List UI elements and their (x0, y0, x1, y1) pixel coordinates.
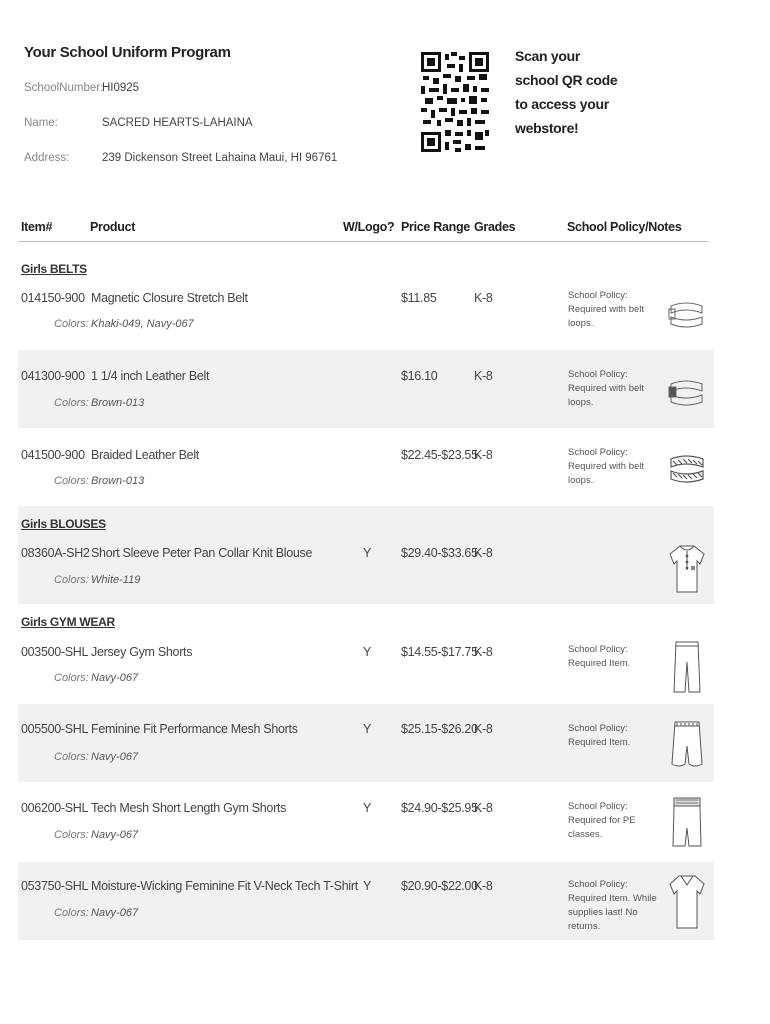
colors-label: Colors: (54, 397, 89, 409)
column-header-logo: W/Logo? (343, 220, 395, 234)
qr-line-3: to access your (515, 96, 609, 112)
belt-icon (668, 364, 706, 422)
item-number: 006200-SHL (21, 801, 89, 815)
policy-note: School Policy: Required Item. (568, 723, 631, 748)
colors-label: Colors: (54, 574, 89, 586)
colors-label: Colors: (54, 672, 89, 684)
gym-shorts-icon (668, 794, 706, 852)
grades: K-8 (474, 448, 493, 462)
colors-label: Colors: (54, 907, 89, 919)
qr-instructions (515, 44, 635, 140)
grades: K-8 (474, 801, 493, 815)
shorts-icon (668, 638, 706, 696)
price-range: $24.90-$25.95 (401, 801, 478, 815)
braided-belt-icon (668, 441, 706, 499)
colors-value: Navy-067 (91, 751, 139, 763)
qr-line-2: school QR code (515, 72, 618, 88)
price-range: $20.90-$22.00 (401, 879, 478, 893)
school-number-label: SchoolNumber: (24, 82, 104, 94)
name-value: SACRED HEARTS-LAHAINA (102, 117, 253, 129)
product-name[interactable]: Short Sleeve Peter Pan Collar Knit Blouse (91, 546, 313, 560)
column-header-notes: School Policy/Notes (567, 220, 682, 234)
logo-flag: Y (363, 722, 372, 736)
qr-line-1: Scan your (515, 48, 580, 64)
item-number: 014150-900 (21, 291, 85, 305)
policy-note: School Policy: Required Item. (568, 644, 631, 669)
product-name[interactable]: Moisture-Wicking Feminine Fit V-Neck Tech T-Shirt (91, 879, 358, 893)
item-number: 08360A-SH2 (21, 546, 90, 560)
mesh-shorts-icon (668, 716, 706, 774)
item-number: 003500-SHL (21, 645, 89, 659)
grades: K-8 (474, 546, 493, 560)
colors-value: Brown-013 (91, 475, 145, 487)
header-divider (18, 241, 708, 242)
price-range: $29.40-$33.65 (401, 546, 478, 560)
column-header-item: Item# (21, 220, 53, 234)
column-header-product: Product (90, 220, 136, 234)
policy-note: School Policy: Required with belt loops. (568, 447, 645, 486)
price-range: $11.85 (401, 291, 437, 305)
price-range: $14.55-$17.75 (401, 645, 478, 659)
grades: K-8 (474, 879, 493, 893)
product-name[interactable]: Braided Leather Belt (91, 448, 199, 462)
logo-flag: Y (363, 546, 372, 560)
logo-flag: Y (363, 645, 372, 659)
section-title-belts: Girls BELTS (21, 262, 87, 276)
product-name[interactable]: 1 1/4 inch Leather Belt (91, 369, 210, 383)
item-number: 005500-SHL (21, 722, 89, 736)
colors-value: Khaki-049, Navy-067 (91, 318, 194, 330)
belt-icon (668, 286, 706, 344)
school-number-value: HI0925 (102, 82, 140, 94)
section-title-gym-wear: Girls GYM WEAR (21, 615, 115, 629)
colors-label: Colors: (54, 318, 89, 330)
product-name[interactable]: Magnetic Closure Stretch Belt (91, 291, 248, 305)
logo-flag: Y (363, 801, 372, 815)
colors-value: Navy-067 (91, 907, 139, 919)
policy-note: School Policy: Required with belt loops. (568, 290, 645, 329)
logo-flag: Y (363, 879, 372, 893)
price-range: $16.10 (401, 369, 438, 383)
colors-value: Navy-067 (91, 672, 139, 684)
qr-code-icon[interactable] (421, 52, 489, 156)
qr-line-4: webstore! (515, 120, 579, 136)
colors-value: Brown-013 (91, 397, 145, 409)
program-title: Your School Uniform Program (24, 44, 231, 61)
product-name[interactable]: Tech Mesh Short Length Gym Shorts (91, 801, 287, 815)
policy-note: School Policy: Required for PE classes. (568, 801, 636, 840)
colors-value: Navy-067 (91, 829, 139, 841)
product-name[interactable]: Feminine Fit Performance Mesh Shorts (91, 722, 298, 736)
policy-note: School Policy: Required Item. While supplies last! No returns. (568, 879, 657, 932)
address-value: 239 Dickenson Street Lahaina Maui, HI 96761 (102, 152, 338, 164)
price-range: $22.45-$23.55 (401, 448, 478, 462)
colors-label: Colors: (54, 751, 89, 763)
name-label: Name: (24, 117, 58, 129)
policy-note: School Policy: Required with belt loops. (568, 369, 645, 408)
column-header-price: Price Range (401, 220, 470, 234)
blouse-icon (668, 540, 706, 598)
product-name[interactable]: Jersey Gym Shorts (91, 645, 193, 659)
tshirt-icon (668, 872, 706, 930)
colors-label: Colors: (54, 475, 89, 487)
grades: K-8 (474, 645, 493, 659)
price-range: $25.15-$26.20 (401, 722, 478, 736)
item-number: 041500-900 (21, 448, 85, 462)
grades: K-8 (474, 369, 493, 383)
colors-label: Colors: (54, 829, 89, 841)
colors-value: White-119 (91, 574, 141, 586)
grades: K-8 (474, 722, 493, 736)
address-label: Address: (24, 152, 70, 164)
column-header-grades: Grades (474, 220, 516, 234)
item-number: 041300-900 (21, 369, 85, 383)
section-title-blouses: Girls BLOUSES (21, 517, 106, 531)
grades: K-8 (474, 291, 493, 305)
item-number: 053750-SHL (21, 879, 89, 893)
